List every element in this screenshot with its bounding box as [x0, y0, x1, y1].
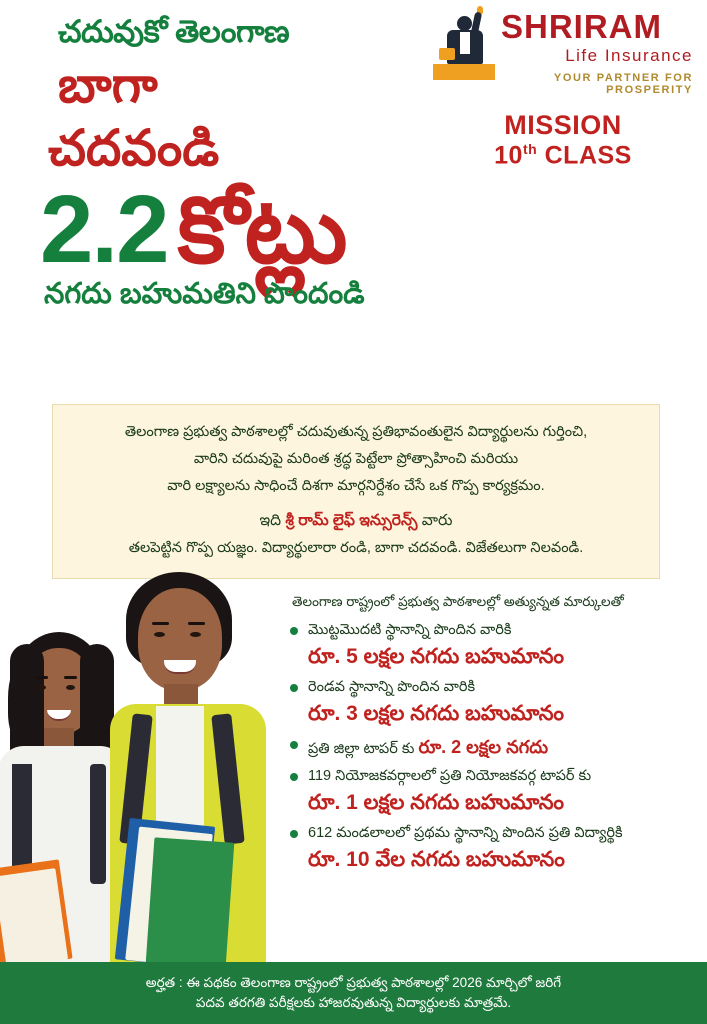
prize-value: రూ. 3 లక్షల నగదు బహుమానం: [308, 701, 565, 725]
prize-label: ప్రతి జిల్లా టాపర్ కు: [308, 740, 419, 757]
brand-block: [433, 6, 693, 170]
highlight-prefix: ఇది: [259, 512, 286, 530]
description-line: వారిని చదువుపై మరింత శ్రద్ధ పెట్టేలా ప్రోత్సాహించి మరియు: [193, 450, 519, 467]
bullet-icon: [290, 773, 298, 781]
mission-line-1: MISSION: [504, 110, 622, 140]
prize-value: రూ. 5 లక్షల నగదు బహుమానం: [308, 644, 565, 668]
mission-class-number: 10: [494, 141, 523, 170]
brand-tagline: YOUR PARTNER FOR PROSPERITY: [553, 72, 693, 96]
prize-value: రూ. 10 వేల నగదు బహుమానం: [308, 847, 565, 871]
prize-amount-subtitle: నగదు బహుమతిని పొందండి: [44, 277, 365, 310]
prize-list: [288, 594, 693, 881]
prize-item: [288, 767, 693, 817]
student-boy: [92, 564, 277, 964]
prize-amount-word: కోట్లు: [177, 180, 347, 283]
description-line: తెలంగాణ ప్రభుత్వ పాఠశాలల్లో చదువుతున్న ప్రతిభావంతులైన విద్యార్థులను గుర్తించి,: [124, 424, 588, 440]
prize-label: 119 నియోజకవర్గాలలో ప్రతి నియోజకవర్గ టాపర్ కు: [308, 768, 592, 785]
bullet-icon: [290, 830, 298, 838]
eligibility-line-1: అర్హత : ఈ పథకం తెలంగాణ రాష్ట్రంలో ప్రభుత్వ పాఠశాలల్లో 2026 మార్చిలో జరిగే: [145, 974, 562, 990]
headline-line-2: బాగా: [58, 56, 158, 113]
students-photo: [0, 544, 300, 964]
prize-amount-number: 2.2: [40, 176, 168, 284]
eligibility-footer: [0, 962, 707, 1024]
bullet-icon: [290, 741, 298, 749]
prize-item: [288, 824, 693, 874]
prize-label: రెండవ స్థానాన్ని పొందిన వారికి: [308, 678, 476, 695]
prize-amount-row: [40, 176, 693, 284]
bullet-icon: [290, 627, 298, 635]
description-highlight-line-2: తలపెట్టిన గొప్ప యజ్ఞం. విద్యార్థులారా రండి, బాగా చదవండి. విజేతలుగా నిలవండి.: [128, 540, 584, 557]
headline-line-3: చదవండి: [48, 119, 220, 176]
highlight-brand: శ్రీ రామ్ లైఫ్ ఇన్సురెన్స్: [285, 512, 418, 530]
prize-item: [288, 678, 693, 728]
eligibility-line-2: పదవ తరగతి పరీక్షలకు హాజరవుతున్న విద్యార్థులకు మాత్రమే.: [195, 995, 512, 1010]
prize-label: 612 మండలాలలో ప్రథమ స్థానాన్ని పొందిన ప్రతి విద్యార్థికి: [308, 825, 623, 842]
bullet-icon: [290, 684, 298, 692]
brand-top-row: [433, 6, 693, 96]
prize-item: [288, 621, 693, 671]
prize-value: రూ. 2 లక్షల నగదు: [418, 736, 549, 757]
description-highlight-line-1: [71, 507, 641, 535]
poster-header: [0, 0, 707, 400]
businessman-pointing-icon: [433, 6, 495, 80]
mission-class-word: CLASS: [537, 141, 632, 170]
mission-line-2: [433, 141, 693, 170]
mission-class-suffix: th: [522, 141, 538, 158]
description-line: వారి లక్ష్యాలను సాధించే దిశగా మార్గనిర్దేశం చేసే ఒక గొప్ప కార్యక్రమం.: [167, 477, 545, 494]
mission-block: [433, 110, 693, 170]
prize-item: [288, 735, 693, 760]
brand-subtitle: Life Insurance: [565, 46, 693, 65]
prize-list-intro: తెలంగాణ రాష్ట్రంలో ప్రభుత్వ పాఠశాలల్లో అత్యున్నత మార్కులతో: [292, 594, 624, 609]
brand-name: SHRIRAM: [501, 8, 662, 45]
headline-line-1: చదువుకో తెలంగాణ: [58, 14, 290, 49]
highlight-suffix: వారు: [417, 512, 453, 530]
prize-label: మొట్టమొదటి స్థానాన్ని పొందిన వారికి: [308, 622, 512, 638]
prize-value: రూ. 1 లక్షల నగదు బహుమానం: [308, 790, 565, 814]
